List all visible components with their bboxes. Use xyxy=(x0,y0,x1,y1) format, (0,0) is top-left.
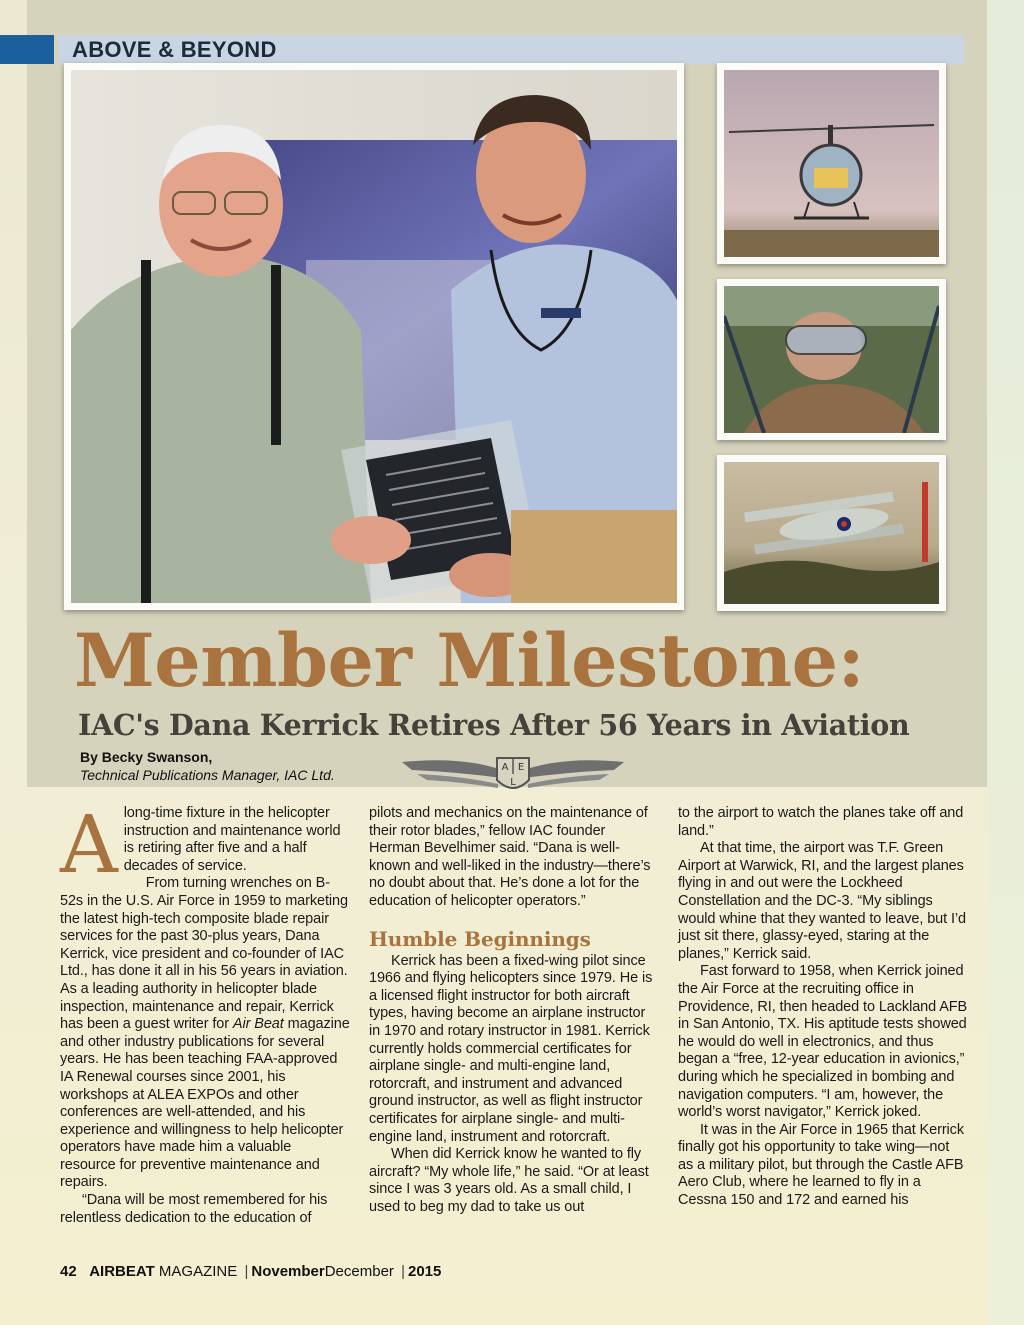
logo-letter-a: A xyxy=(501,762,509,773)
issue-month: November xyxy=(251,1263,325,1280)
subheadline: IAC's Dana Kerrick Retires After 56 Years in Aviation xyxy=(78,708,910,742)
section-heading: Humble Beginnings xyxy=(369,926,591,951)
magazine-title-italic: Air Beat xyxy=(232,1016,284,1033)
page-edge xyxy=(987,0,1024,1325)
byline-title: Technical Publications Manager, IAC Ltd. xyxy=(80,767,335,783)
article-column-2 xyxy=(369,805,659,1216)
paragraph: At that time, the airport was T.F. Green Airport at Warwick, RI, and the largest planes flying in and out were the Lockheed Constellation and the DC-3. “My siblings would whine that they wanted to leave, but I’d just sit there, glassy-eyed, staring at the planes,” Kerrick said. xyxy=(678,840,967,962)
article-column-1 xyxy=(60,798,350,1227)
main-photo xyxy=(64,63,684,610)
section-tab xyxy=(0,35,54,64)
page-number: 42 xyxy=(60,1263,77,1280)
headline: Member Milestone: xyxy=(74,618,865,704)
paragraph: to the airport to watch the planes take off and land.” xyxy=(678,805,964,839)
issue-year: 2015 xyxy=(408,1263,442,1280)
footer-separator: | xyxy=(401,1263,405,1280)
biplane-photo xyxy=(717,455,946,611)
paragraph: pilots and mechanics on the maintenance of their rotor blades,” fellow IAC founder Herman Bevelhimer said. “Dana is well-known and well-liked in the industry—there’s no doubt about that. He’s done a lot for the education of helicopter operators.” xyxy=(369,805,651,909)
magazine-name: AIRBEAT xyxy=(89,1263,155,1280)
logo-letter-l: L xyxy=(510,777,516,788)
intro-paragraph: Along-time fixture in the helicopter instruction and maintenance world is retiring after five and a half decades of service. xyxy=(60,798,341,891)
paragraph: Fast forward to 1958, when Kerrick joined the Air Force at the recruiting office in Providence, RI, then headed to Lackland AFB in San Antonio, TX. His aptitude tests showed he would do well in electronics, and thus began a “free, 12-year education in avionics,” during which he specialized in bombing and navigation computers. “I am, however, the world’s worst navigator,” Kerrick joked. xyxy=(678,963,968,1121)
footer-separator: | xyxy=(244,1263,249,1280)
helicopter-photo xyxy=(717,63,946,264)
wings-logo-icon xyxy=(402,752,624,800)
logo-letter-e: E xyxy=(517,762,525,773)
page-footer: 42 AIRBEAT MAGAZINE | NovemberDecember | 2015 xyxy=(60,1263,442,1280)
paragraph: When did Kerrick know he wanted to fly aircraft? “My whole life,” he said. “Or at least since I was 3 years old. As a small child, I used to beg my dad to take us out xyxy=(369,1146,649,1215)
drop-cap: A xyxy=(60,798,118,891)
cockpit-photo xyxy=(717,279,946,440)
section-label: ABOVE & BEYOND xyxy=(58,35,964,64)
byline-author: By Becky Swanson, xyxy=(80,749,213,765)
paragraph: “Dana will be most remembered for his relentless dedication to the education of xyxy=(60,1192,328,1226)
article-column-3 xyxy=(678,805,968,1210)
paragraph: It was in the Air Force in 1965 that Kerrick finally got his opportunity to take wing—not as a military pilot, but through the Castle AFB Aero Club, where he learned to fly in a Cessna 150 and 172 and earned his xyxy=(678,1121,964,1209)
paragraph: Kerrick has been a fixed-wing pilot since 1966 and flying helicopters since 1979. He is a licensed flight instructor for both aircraft types, having become an airplane instructor in 1970 and rotary instructor in 1981. Kerrick currently holds commercial certificates for airplane single- and multi-engine land, rotorcraft, and instrument and advanced ground instructor, as well as flight instructor certificates for airplane single- and multi-engine land, instrument and rotorcraft. xyxy=(369,952,653,1145)
paragraph: From turning wrenches on B-52s in the U.S. Air Force in 1959 to marketing the latest high-tech composite blade repair services for the past 30-plus years, Dana Kerrick, vice president and co-founder of IAC Ltd., has done it all in his 56 years in aviation. As a leading authority in helicopter blade inspection, maintenance and repair, Kerrick has been a guest writer for Air Beat magazine and other industry publications for several years. He has been teaching FAA-approved IA Renewal courses since 2001, his workshops at ALEA EXPOs and other conferences are well-attended, and his experience and willingness to help helicopter operators have made him a valuable resource for preventive maintenance and repairs. xyxy=(60,875,350,1191)
